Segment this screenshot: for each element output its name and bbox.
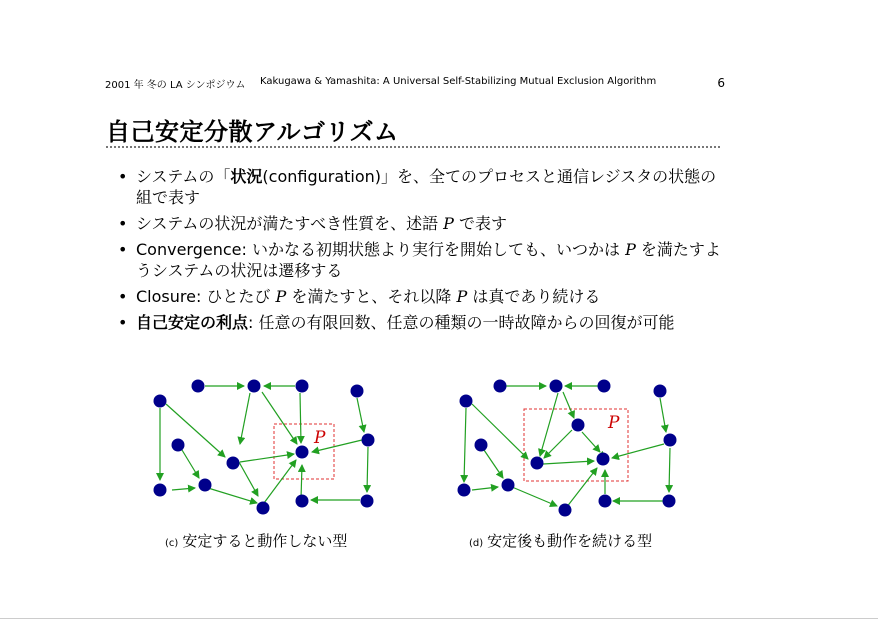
title-divider xyxy=(106,146,720,148)
slide-title: 自己安定分散アルゴリズム xyxy=(106,118,399,146)
predicate-label-d: P xyxy=(608,413,620,433)
caption-c: (c) 安定すると動作しない型 xyxy=(165,532,348,550)
caption-d: (d) 安定後も動作を続ける型 xyxy=(469,532,653,550)
figure-d-graph xyxy=(458,380,677,517)
bullet-2: • システムの状況が満たすべき性質を、述語 P で表す xyxy=(118,213,730,234)
bullet-1: • システムの「状況(configuration)」を、全てのプロセスと通信レジスタの状態の組で表す xyxy=(118,166,730,208)
bullet-5: • 自己安定の利点: 任意の有限回数、任意の種類の一時故障からの回復が可能 xyxy=(118,312,730,333)
bottom-rule xyxy=(0,618,878,619)
bullet-list xyxy=(118,166,730,338)
bullet-4: • Closure: ひとたび P を満たすと、それ以降 P は真であり続ける xyxy=(118,286,730,307)
paper-title: Kakugawa & Yamashita: A Universal Self-Stabilizing Mutual Exclusion Algorithm xyxy=(260,76,657,87)
figure-c-graph xyxy=(154,380,375,515)
figures xyxy=(0,370,878,560)
page-number: 6 xyxy=(717,76,725,90)
bullet-3: • Convergence: いかなる初期状態より実行を開始しても、いつかは P を満たすようシステムの状況は遷移する xyxy=(118,239,730,281)
venue-text: 2001 年 冬の LA シンポジウム xyxy=(105,80,246,91)
predicate-label-c: P xyxy=(314,428,326,448)
